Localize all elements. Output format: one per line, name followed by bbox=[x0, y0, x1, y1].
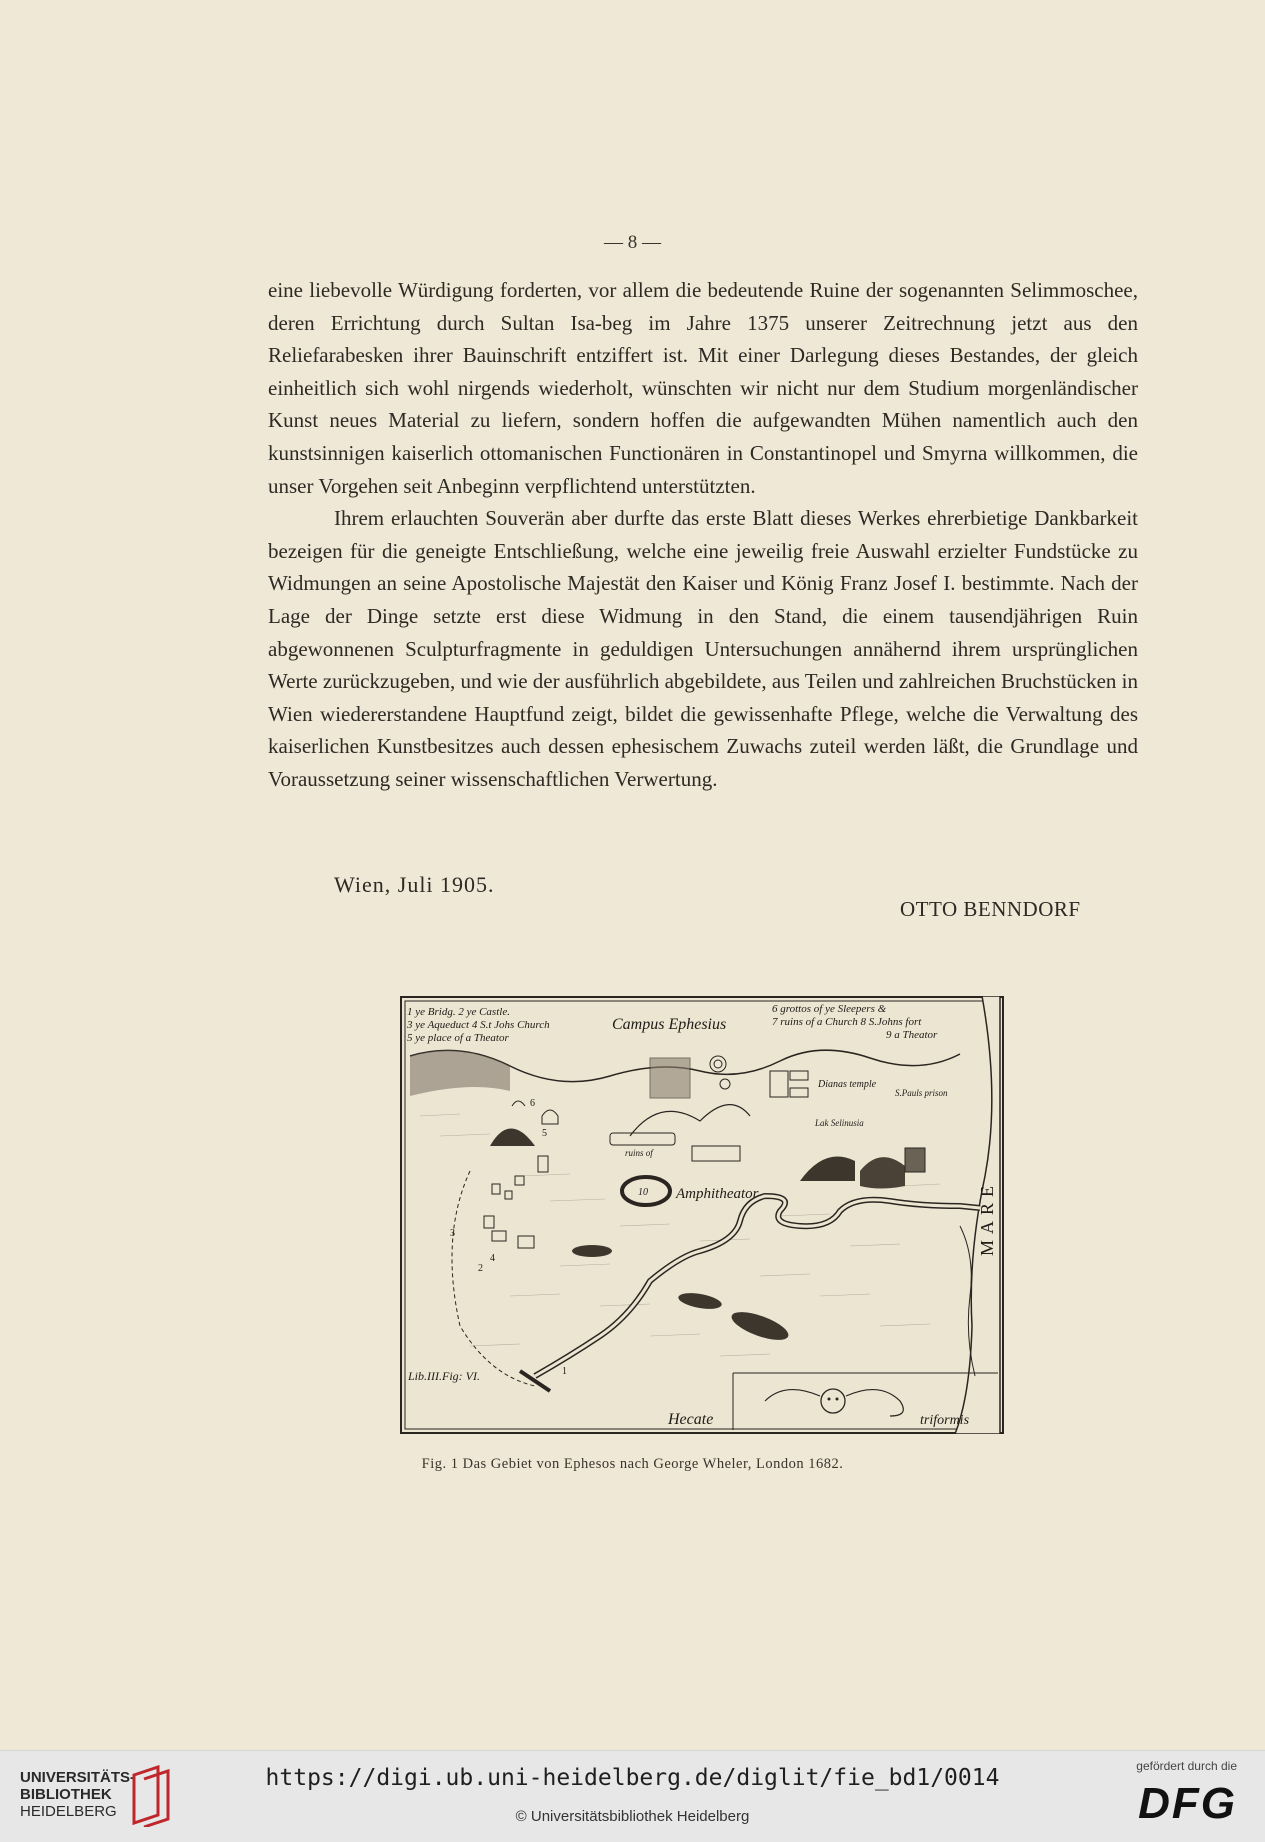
paragraph-2: Ihrem erlauchten Souverän aber durfte das erste Blatt dieses Werkes ehrerbietige Dankbarkeit bezeigen für die geneigte Entschließung, welche eine jeweilig freie Auswahl erzielter Fundstücke zu Widmungen an seine Apostolische Majestät den Kaiser und König Franz Josef I. bestimmte. Nach der Lage der Dinge setzte erst diese Widmung in den Stand, die einem tausendjährigen Ruin abgewonnenen Sculpturfragmente in geduldigen Untersuchungen annähernd ihrem ursprünglichen Werte zurückzugeben, und wie der ausführlich abgebildete, aus Teilen und zahlreichen Bruchstücken in Wien wiedererstandene Hauptfund zeigt, bildet die gewissenhafte Pflege, welche die Verwaltung des kaiserlichen Kunstbesitzes auch dessen ephesischem Zuwachs zuteil werden läßt, die Grundlage und Voraussetzung seiner wissenschaftlichen Verwertung. bbox=[268, 506, 1138, 791]
map-figure bbox=[400, 996, 1004, 1434]
copyright-notice: © Universitätsbibliothek Heidelberg bbox=[515, 1808, 750, 1825]
funder-label: gefördert durch die bbox=[1136, 1759, 1237, 1773]
map-number-3: 3 bbox=[450, 1228, 455, 1239]
legend-left-line-2: 3 ye Aqueduct 4 S.t Johs Church bbox=[407, 1019, 550, 1031]
legend-right-line-2: 7 ruins of a Church 8 S.Johns fort bbox=[772, 1016, 922, 1028]
legend-left-line-1: 1 ye Bridg. 2 ye Castle. bbox=[407, 1006, 510, 1018]
map-number-4: 4 bbox=[490, 1253, 495, 1264]
label-ruins: ruins of bbox=[625, 1148, 653, 1158]
legend-right-line-1: 6 grottos of ye Sleepers & bbox=[772, 1003, 887, 1015]
label-prison: S.Pauls prison bbox=[895, 1088, 948, 1098]
body-text bbox=[268, 274, 1138, 796]
label-fig-ref: Lib.III.Fig: VI. bbox=[408, 1369, 480, 1383]
footer-bar bbox=[0, 1750, 1265, 1842]
dateline: Wien, Juli 1905. bbox=[334, 872, 495, 897]
label-triformis: triformis bbox=[920, 1413, 970, 1428]
label-amph-num: 10 bbox=[638, 1187, 648, 1198]
paragraph-1: eine liebevolle Würdigung forderten, vor allem die bedeutende Ruine der sogenannten Selimmoschee, deren Errichtung durch Sultan Isa-beg im Jahre 1375 unserer Zeitrechnung jetzt aus den Reliefarabesken ihrer Bauinschrift entziffert ist. Mit einer Darlegung dieses Bestandes, der gleich einheitlich sich wohl nirgends wiederholt, wünschten wir nicht nur dem Studium morgenländischer Kunst neues Material zu liefern, sondern hoffen die aufgewandten Mühen namentlich auch den kunstsinnigen kaiserlich ottomanischen Functionären in Constantinopel und Smyrna willkommen, die unser Vorgehen seit Anbeginn verpflichtend unterstützten. bbox=[268, 278, 1138, 498]
map-number-1: 1 bbox=[562, 1366, 567, 1377]
map-number-2: 2 bbox=[478, 1263, 483, 1274]
page-number: — 8 — bbox=[604, 232, 661, 253]
label-temple: Dianas temple bbox=[818, 1079, 877, 1090]
library-name-line-1: UNIVERSITÄTS- bbox=[20, 1769, 136, 1786]
signature: OTTO BENNDORF bbox=[900, 897, 1081, 921]
dfg-logo: DFG bbox=[1138, 1779, 1237, 1828]
label-hecate: Hecate bbox=[668, 1411, 714, 1428]
ephesus-map-engraving bbox=[400, 996, 1004, 1434]
figure-caption: Fig. 1 Das Gebiet von Ephesos nach George Wheler, London 1682. bbox=[421, 1456, 844, 1472]
label-amphitheater: Amphitheator bbox=[676, 1186, 759, 1202]
legend-left-line-3: 5 ye place of a Theator bbox=[407, 1032, 509, 1044]
map-number-5: 5 bbox=[542, 1128, 547, 1139]
label-sea: MARE bbox=[977, 1179, 997, 1256]
map-number-6: 6 bbox=[530, 1098, 535, 1109]
map-title: Campus Ephesius bbox=[612, 1016, 727, 1033]
permalink-url[interactable]: https://digi.ub.uni-heidelberg.de/diglit/fie_bd1/0014 bbox=[265, 1765, 1000, 1791]
legend-right-line-3: 9 a Theator bbox=[886, 1029, 938, 1041]
library-name-line-3: HEIDELBERG bbox=[20, 1803, 117, 1820]
label-lake: Lak Selinusia bbox=[815, 1118, 864, 1128]
library-name-line-2: BIBLIOTHEK bbox=[20, 1786, 112, 1803]
